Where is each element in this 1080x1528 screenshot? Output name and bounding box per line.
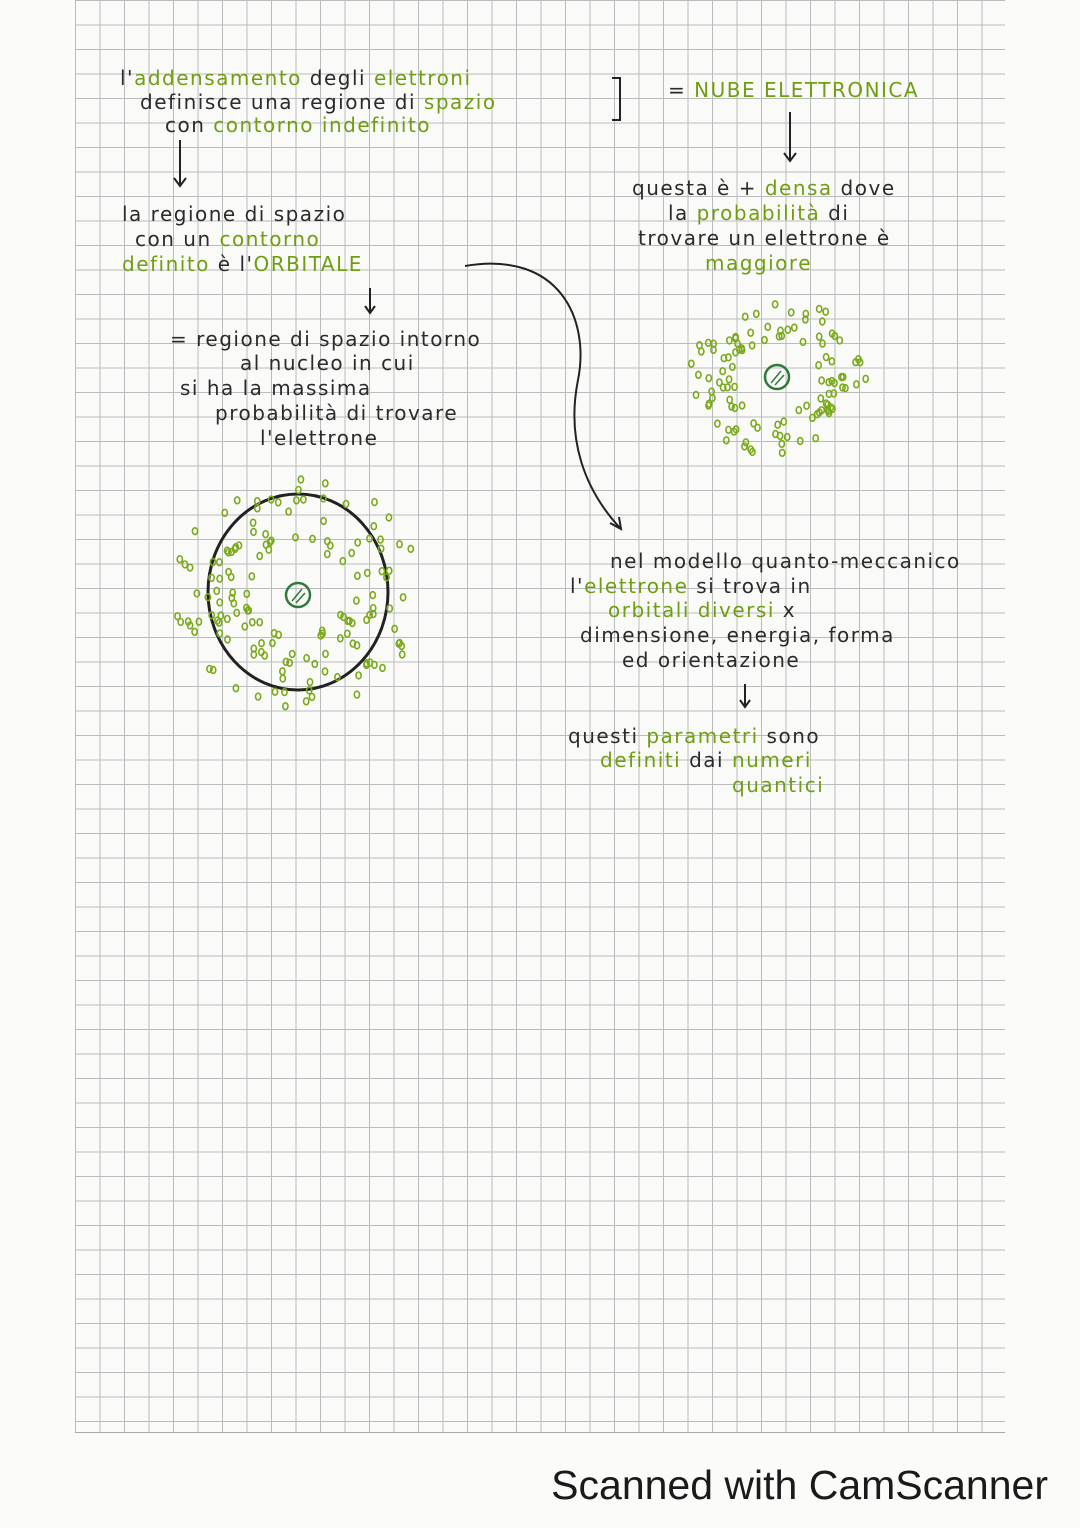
electron-dot	[773, 431, 778, 438]
electron-dot	[242, 623, 247, 630]
electron-dot	[354, 691, 359, 698]
electron-dot	[293, 534, 298, 541]
electron-dot	[792, 324, 797, 331]
electron-dot	[798, 438, 803, 445]
note-text: la regione di spazio	[122, 202, 347, 226]
electron-dot	[387, 605, 392, 612]
note-text: questa è +	[632, 176, 765, 200]
highlighted-term: definiti	[600, 748, 682, 772]
electron-dot	[304, 655, 309, 662]
electron-dot	[290, 651, 295, 658]
electron-dot	[211, 667, 216, 674]
electron-dot	[235, 497, 240, 504]
electron-dot	[192, 628, 197, 635]
note-text: dove	[832, 176, 896, 200]
bracket	[612, 78, 620, 120]
electron-dot	[294, 497, 299, 504]
electron-dot	[408, 545, 413, 552]
electron-dot	[706, 375, 711, 382]
note-line-orb-1	[122, 202, 346, 226]
note-text: questi	[568, 724, 647, 748]
electron-dot	[217, 599, 222, 606]
electron-dot	[301, 496, 306, 503]
electron-dot	[283, 658, 288, 665]
electron-dot	[818, 395, 823, 402]
note-text: ed orientazione	[622, 648, 801, 672]
electron-dot	[307, 679, 312, 686]
electron-dot	[259, 640, 264, 647]
note-line-orb-2	[135, 227, 320, 251]
highlighted-term: elettroni	[373, 66, 472, 90]
electron-dot	[785, 434, 790, 441]
electron-dot	[824, 354, 829, 361]
electron-dot	[217, 575, 222, 582]
scanner-watermark: Scanned with CamScanner	[551, 1462, 1048, 1508]
note-line-def-5	[260, 426, 378, 450]
note-text: si ha la massima	[180, 376, 372, 400]
highlighted-term: NUBE ELETTRONICA	[694, 78, 920, 102]
note-text: =	[668, 78, 695, 102]
note-line-def-4	[215, 401, 458, 425]
highlighted-term: parametri	[646, 724, 759, 748]
electron-dot	[355, 572, 360, 579]
electron-dot	[182, 561, 187, 568]
electron-dot	[286, 508, 291, 515]
note-line-par-2	[600, 748, 812, 772]
electron-dot	[730, 364, 735, 371]
electron-dots-left	[175, 476, 414, 709]
electron-dot	[256, 693, 261, 700]
electron-dot	[310, 535, 315, 542]
electron-dot	[355, 539, 360, 546]
electron-dot	[380, 665, 385, 672]
note-line-qm-5	[622, 648, 800, 672]
note-text: = regione di spazio intorno	[170, 327, 482, 351]
note-line-qm-2	[570, 574, 812, 598]
electron-dot	[356, 672, 361, 679]
electron-dot	[696, 371, 701, 378]
electron-dot	[401, 594, 406, 601]
electron-dot	[796, 407, 801, 414]
electron-dot	[250, 619, 255, 626]
electron-dot	[251, 519, 256, 526]
electron-dot	[813, 435, 818, 442]
electron-dot	[392, 625, 397, 632]
electron-dot	[280, 675, 285, 682]
nucleus-right	[765, 365, 789, 389]
electron-dot	[233, 685, 238, 692]
curved-arrow	[465, 264, 621, 529]
electron-dot	[762, 337, 767, 344]
highlighted-term: maggiore	[705, 251, 813, 275]
electron-dot	[370, 592, 375, 599]
electron-dot	[270, 640, 275, 647]
electron-dot	[263, 531, 268, 538]
electron-dot	[804, 402, 809, 409]
electron-dot	[724, 437, 729, 444]
electron-dot	[817, 333, 822, 340]
note-line-cloud-1	[120, 66, 472, 90]
electron-dot	[750, 342, 755, 349]
electron-dot	[225, 636, 230, 643]
electron-dot	[386, 514, 391, 521]
nucleus-left	[286, 583, 310, 607]
note-text: è l'	[209, 252, 254, 276]
note-line-orb-3	[122, 252, 363, 276]
electron-dot	[272, 630, 277, 637]
electron-dot	[820, 318, 825, 325]
electron-dot	[789, 309, 794, 316]
electron-dot	[280, 668, 285, 675]
electron-dot	[816, 362, 821, 369]
highlighted-term: elettrone	[584, 574, 689, 598]
electron-dot	[727, 337, 732, 344]
electron-dot	[823, 308, 828, 315]
note-line-par-3	[732, 773, 824, 797]
note-line-cloud-2	[140, 90, 497, 114]
arrow-down-4	[740, 684, 750, 707]
electron-dot	[726, 426, 731, 433]
electron-dot	[740, 402, 745, 409]
electron-dot	[225, 616, 230, 623]
electron-dot	[249, 573, 254, 580]
highlighted-term: quantici	[732, 773, 825, 797]
electron-dot	[727, 396, 732, 403]
electron-dot	[188, 564, 193, 571]
electron-dot	[321, 518, 326, 525]
electron-dot	[251, 529, 256, 536]
note-text: l'elettrone	[260, 426, 379, 450]
electron-dot	[367, 612, 372, 619]
note-line-cloud-def	[668, 78, 919, 102]
electron-dot	[350, 640, 355, 647]
electron-dot	[365, 570, 370, 577]
note-line-cloud-3	[165, 113, 431, 137]
electron-dot	[748, 329, 753, 336]
electron-dot	[372, 499, 377, 506]
electron-dot	[699, 348, 704, 355]
electron-dot	[378, 536, 383, 543]
electron-dot	[720, 368, 725, 375]
electron-dot	[222, 509, 227, 516]
electron-dot	[732, 383, 737, 390]
note-text: con un	[135, 227, 220, 251]
electron-dot	[397, 541, 402, 548]
electron-dot	[706, 339, 711, 346]
electron-dot	[322, 668, 327, 675]
note-line-def-1	[170, 327, 481, 351]
electron-dot	[209, 574, 214, 581]
electron-dot	[751, 420, 756, 427]
note-line-qm-4	[580, 623, 895, 647]
electron-dot	[721, 355, 726, 362]
electron-dot	[693, 392, 698, 399]
electron-dot	[715, 420, 720, 427]
electron-dot	[338, 635, 343, 642]
electron-dot	[387, 567, 392, 574]
electron-dot	[225, 547, 230, 554]
electron-dot	[775, 421, 780, 428]
electron-dot	[296, 487, 301, 494]
highlighted-term: contorno	[219, 227, 321, 251]
highlighted-term: numeri	[731, 748, 812, 772]
note-text: sono	[758, 724, 821, 748]
note-text: dimensione, energia, forma	[580, 623, 895, 647]
highlighted-term: addensamento	[134, 66, 302, 90]
electron-dot	[177, 556, 182, 563]
electron-dot	[773, 301, 778, 308]
electron-dot	[781, 418, 786, 425]
note-text: la	[668, 201, 697, 225]
note-text: definisce una regione di	[140, 90, 424, 114]
note-text: l'	[120, 66, 135, 90]
electron-dot	[742, 443, 747, 450]
electron-dot	[175, 613, 180, 620]
note-text: dai	[681, 748, 732, 772]
electron-dot	[743, 313, 748, 320]
electron-dot	[218, 612, 223, 619]
electron-dot	[323, 480, 328, 487]
electron-dot	[706, 402, 711, 409]
note-text: si trova in	[688, 574, 812, 598]
note-text: trovare un elettrone è	[638, 226, 891, 250]
highlighted-term: spazio	[423, 90, 497, 114]
electron-dot	[283, 703, 288, 710]
electron-dot	[780, 449, 785, 456]
electron-dot	[765, 323, 770, 330]
electron-dot	[272, 688, 277, 695]
electron-dot	[349, 550, 354, 557]
highlighted-term: definito	[122, 252, 210, 276]
electron-dot	[325, 551, 330, 558]
electron-dot	[863, 375, 868, 382]
arrow-down-1	[174, 140, 186, 186]
note-text: l'	[570, 574, 585, 598]
electron-dot	[779, 440, 784, 447]
electron-dot	[304, 698, 309, 705]
electron-dot	[754, 310, 759, 317]
electron-dot	[829, 358, 834, 365]
highlighted-term: orbitali diversi	[608, 598, 775, 622]
note-line-dens-3	[638, 226, 891, 250]
note-text: x	[774, 598, 797, 622]
electron-dot	[298, 476, 303, 483]
electron-dot	[817, 306, 822, 313]
highlighted-term: contorno indefinito	[213, 113, 432, 137]
electron-dot	[244, 590, 249, 597]
note-line-qm-3	[608, 598, 796, 622]
electron-dot	[192, 528, 197, 535]
electron-dot	[340, 558, 345, 565]
note-text: degli	[301, 66, 374, 90]
electron-dot	[312, 661, 317, 668]
note-text: con	[165, 113, 214, 137]
note-line-def-3	[180, 376, 372, 400]
electron-dot	[345, 630, 350, 637]
electron-dot	[785, 326, 790, 333]
electron-dot	[854, 381, 859, 388]
electron-dot	[194, 590, 199, 597]
electron-dot	[196, 618, 201, 625]
electron-dot	[727, 376, 732, 383]
electron-dot	[257, 619, 262, 626]
note-text: nel modello quanto-meccanico	[610, 549, 961, 573]
highlighted-term: ORBITALE	[253, 252, 363, 276]
note-text: di	[820, 201, 850, 225]
electron-dot	[343, 501, 348, 508]
electron-dot	[323, 651, 328, 658]
electron-dot	[400, 651, 405, 658]
highlighted-term: densa	[764, 176, 833, 200]
electron-dot	[820, 340, 825, 347]
electron-dot	[837, 337, 842, 344]
electron-dots-right	[689, 301, 869, 456]
note-line-par-1	[568, 724, 820, 748]
note-text: al nucleo in cui	[240, 351, 415, 375]
electron-dot	[217, 559, 222, 566]
electron-dot	[276, 499, 281, 506]
electron-dot	[367, 535, 372, 542]
note-text: probabilità di trovare	[215, 401, 459, 425]
arrow-down-3	[365, 288, 375, 313]
highlighted-term: probabilità	[696, 201, 821, 225]
note-line-dens-4	[705, 251, 812, 275]
electron-dot	[217, 630, 222, 637]
note-line-dens-1	[632, 176, 896, 200]
electron-dot	[354, 597, 359, 604]
arrow-down-2	[784, 112, 796, 161]
electron-dot	[721, 384, 726, 391]
electron-dot	[819, 377, 824, 384]
electron-dot	[257, 553, 262, 560]
electron-dot	[371, 523, 376, 530]
electron-dot	[800, 339, 805, 346]
electron-dot	[214, 588, 219, 595]
electron-dot	[689, 360, 694, 367]
electron-dot	[826, 391, 831, 398]
note-line-def-2	[240, 351, 415, 375]
electron-dot	[379, 568, 384, 575]
note-line-dens-2	[668, 201, 849, 225]
electron-dot	[234, 609, 239, 616]
note-line-qm-1	[610, 549, 961, 573]
